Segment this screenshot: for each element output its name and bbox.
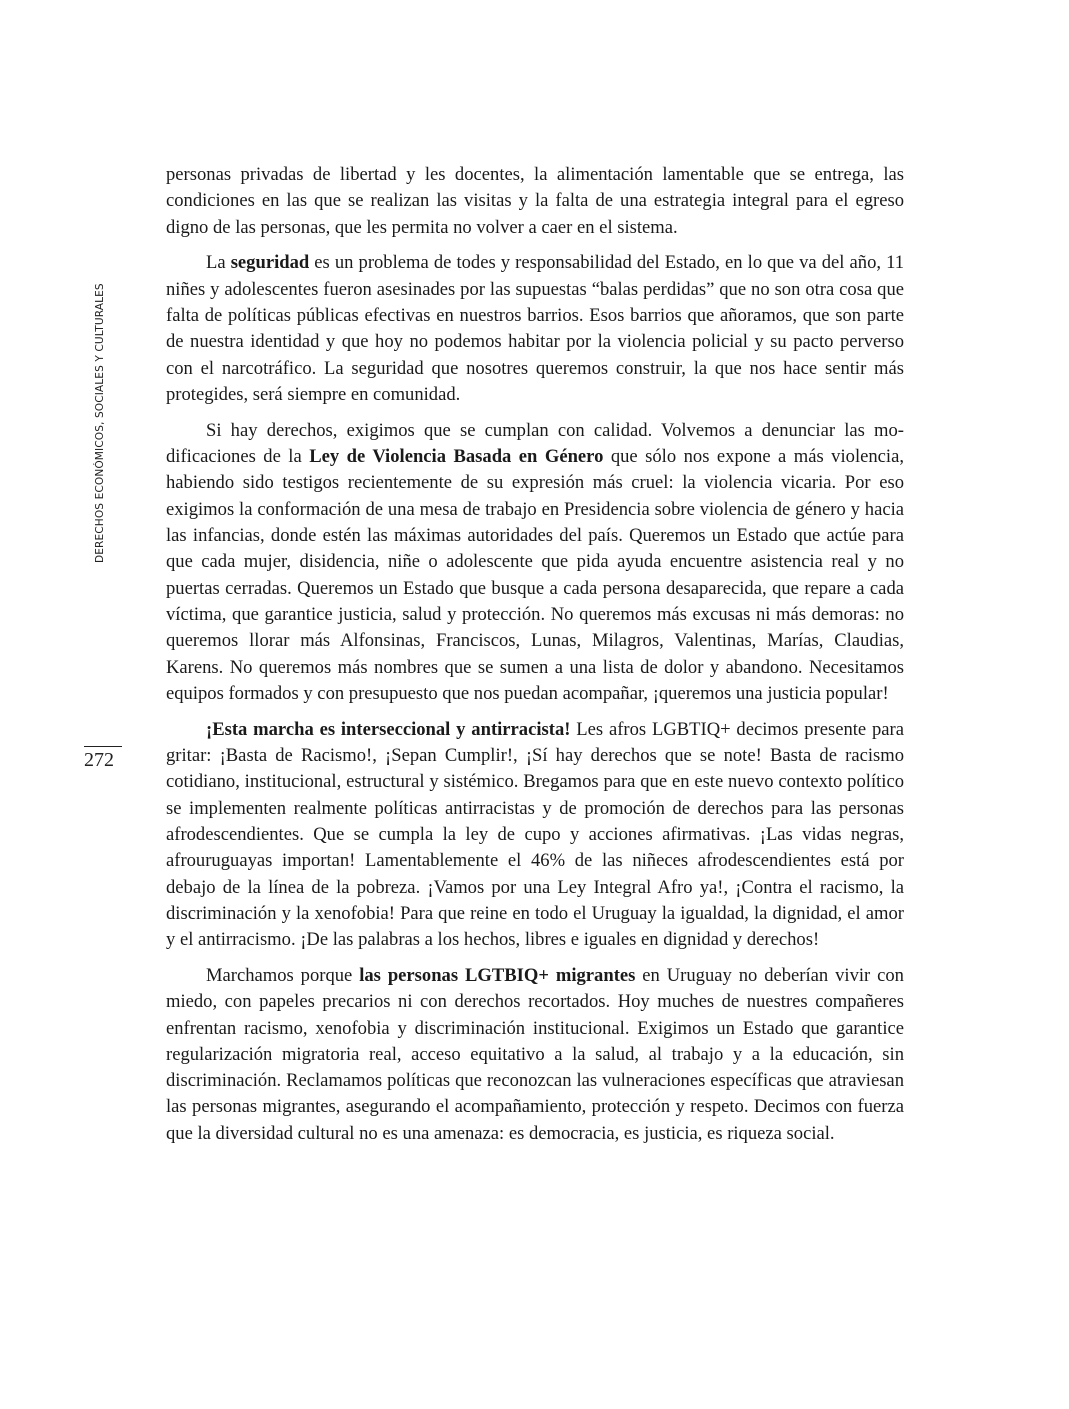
text-segment: que sólo nos expone a más violencia, habiendo sido testigos recientemente de su expresión más cruel: la violencia vicaria. Por eso exigimos la conformación de una mesa de trabajo en Presidencia sobre violencia de género y hacia las infancias, donde estén las máximas autoridades del país. Queremos un Estado que actúe para que cada mujer, disidencia, niñe o adolescente que pida ayuda encuentre asistencia real y no puertas cerradas. Queremos un Estado que busque a cada persona desaparecida, que repare a cada víctima, que garantice justicia, salud y protección. No queremos más excusas ni más demoras: no queremos llorar más Alfonsinas, Franciscos, Lunas, Milagros, Valentinas, Marías, Claudias, Karens. No queremos más nombres que se sumen a una lista de dolor y abandono. Necesitamos equipos formados y con presupuesto que nos puedan acompañar, ¡queremos una justicia popular! <box>166 446 904 704</box>
text-segment: personas privadas de libertad y les docentes, la alimentación lamentable que se entrega, las condiciones en las que se realizan las visitas y la falta de una estrategia integral para el egreso digno de las personas, que les permita no volver a caer en el sistema. <box>166 164 904 238</box>
text-segment: Marchamos porque <box>206 964 360 986</box>
text-segment: La <box>206 252 231 274</box>
paragraph-seguridad <box>166 250 904 408</box>
body-text <box>166 162 904 1157</box>
paragraph-violencia-genero <box>166 418 904 707</box>
bold-term: seguridad <box>230 252 310 274</box>
bold-term: Ley de Violencia Basada en Género <box>309 446 604 468</box>
text-segment: Les afros LGBTIQ+ decimos presente para gritar: ¡Basta de Racismo!, ¡Sepan Cumplir!, ¡Sí hay derechos que se note! Basta de racismo cotidiano, institucional, estructural y sistémico. Bregamos para que en este nuevo contexto político se implementen realmente políticas antirracistas y de promoción de derechos para las personas afrodescendientes. Que se cumpla la ley de cupo y acciones afirmativas. ¡Las vidas negras, afrouruguayas importan! Lamentablemente el 46% de las niñeces afrodescendientes está por debajo de la línea de la pobreza. ¡Vamos por una Ley Integral Afro ya!, ¡Contra el racismo, la discriminación y la xenofobia! Para que reine en todo el Uruguay la igualdad, la dignidad, el amor y el antirracismo. ¡De las palabras a los hechos, libres e iguales en dignidad y derechos! <box>166 718 904 951</box>
paragraph-antirracista <box>166 717 904 954</box>
paragraph-migrantes <box>166 963 904 1147</box>
paragraph-1 <box>166 162 904 241</box>
bold-term: las personas LGTBIQ+ migrantes <box>359 964 636 986</box>
running-header: DERECHOS ECONÓMICOS, SOCIALES Y CULTURALES <box>94 283 106 563</box>
bold-term: ¡Esta marcha es interseccional y antirracista! <box>206 718 571 740</box>
text-segment: Si hay derechos, exigimos que se cumplan con calidad. Volvemos a denunciar las modificaciones de la <box>166 419 904 468</box>
text-segment: es un problema de todes y responsabilidad del Estado, en lo que va del año, 11 niñes y adolescentes fueron asesinades por las supuestas “balas perdidas” que no son otra cosa que falta de políticas públicas efectivas en nuestros barrios. Esos barrios que añoramos, que son parte de nuestra identidad y que hoy no podemos habitar por la violencia policial y su pacto perverso con el narcotráfico. La seguridad que nosotres queremos construir, la que nos hace sentir más protegides, será siempre en comunidad. <box>166 252 904 405</box>
text-segment: en Uruguay no deberían vivir con miedo, con papeles precarios ni con derechos recortados. Hoy muches de nuestres compañeres enfrentan racismo, xenofobia y discriminación institucional. Exigimos un Estado que garantice regularización migratoria real, acceso equitativo a la salud, al trabajo y a la educación, sin discriminación. Reclamamos políticas que reconozcan las vulneraciones específicas que atraviesan las personas migrantes, asegurando el acompañamiento, protección y respeto. Decimos con fuerza que la diversidad cultural no es una amenaza: es democracia, es justicia, es riqueza social. <box>166 964 904 1144</box>
page-number: 272 <box>84 746 122 772</box>
